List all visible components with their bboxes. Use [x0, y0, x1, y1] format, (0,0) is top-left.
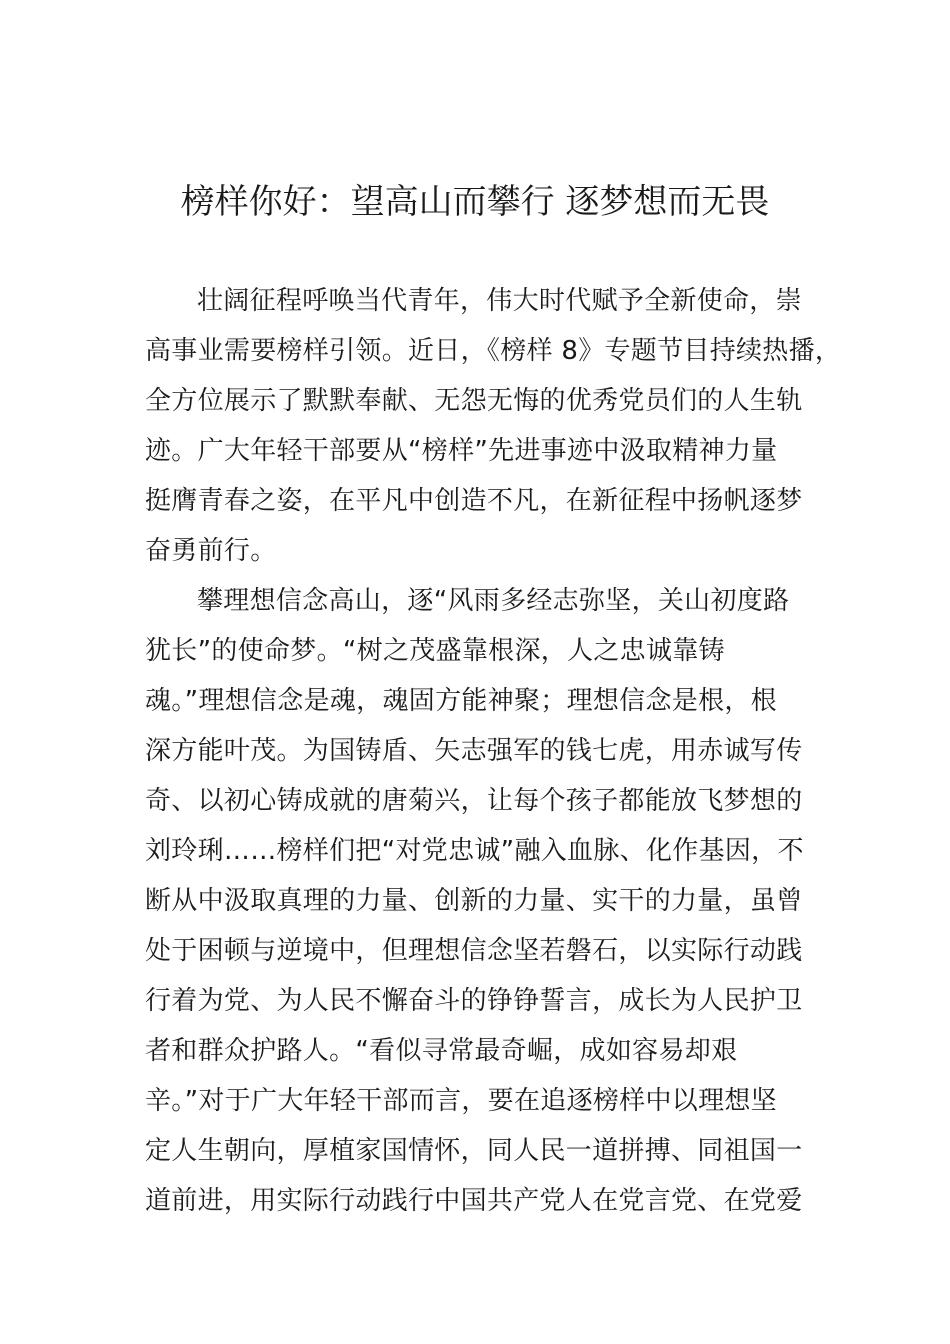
paragraph-line: 奇、以初心铸成就的唐菊兴，让每个孩子都能放飞梦想的 [145, 786, 803, 816]
paragraph-line: 道前进，用实际行动践行中国共产党人在党言党、在党爱 [145, 1186, 803, 1216]
paragraph-line: 深方能叶茂。为国铸盾、矢志强军的钱七虎，用赤诚写传 [145, 736, 803, 766]
paragraph-2 [145, 576, 825, 1226]
paragraph-line: 断从中汲取真理的力量、创新的力量、实干的力量，虽曾 [145, 886, 803, 916]
paragraph-1 [145, 276, 842, 576]
paragraph-line: 行着为党、为人民不懈奋斗的铮铮誓言，成长为人民护卫 [145, 986, 803, 1016]
document-title: 榜样你好：望高山而攀行 逐梦想而无畏 [180, 182, 770, 222]
paragraph-line: 定人生朝向，厚植家国情怀，同人民一道拼搏、同祖国一 [145, 1136, 803, 1166]
paragraph-line: 魂。”理想信念是魂，魂固方能神聚；理想信念是根，根 [145, 686, 777, 716]
paragraph-line: 挺膺青春之姿，在平凡中创造不凡，在新征程中扬帆逐梦 [145, 486, 803, 516]
paragraph-line: 壮阔征程呼唤当代青年，伟大时代赋予全新使命，崇 [197, 286, 802, 316]
paragraph-line: 全方位展示了默默奉献、无怨无悔的优秀党员们的人生轨 [145, 386, 803, 416]
paragraph-line: 犹长”的使命梦。“树之茂盛靠根深，人之忠诚靠铸 [145, 636, 725, 666]
paragraph-line: 处于困顿与逆境中，但理想信念坚若磐石，以实际行动践 [145, 936, 803, 966]
paragraph-line: 高事业需要榜样引领。近日，《榜样 8》专题节目持续热播， [145, 336, 842, 366]
paragraph-line: 攀理想信念高山，逐“风雨多经志弥坚，关山初度路 [197, 586, 790, 616]
paragraph-line: 者和群众护路人。“看似寻常最奇崛，成如容易却艰 [145, 1036, 738, 1066]
paragraph-line: 刘玲琍……榜样们把“对党忠诚”融入血脉、化作基因，不 [145, 836, 804, 866]
document-body [145, 276, 842, 1226]
paragraph-line: 奋勇前行。 [145, 536, 277, 566]
paragraph-line: 迹。广大年轻干部要从“榜样”先进事迹中汲取精神力量 [145, 436, 778, 466]
paragraph-line: 辛。”对于广大年轻干部而言，要在追逐榜样中以理想坚 [145, 1086, 777, 1116]
